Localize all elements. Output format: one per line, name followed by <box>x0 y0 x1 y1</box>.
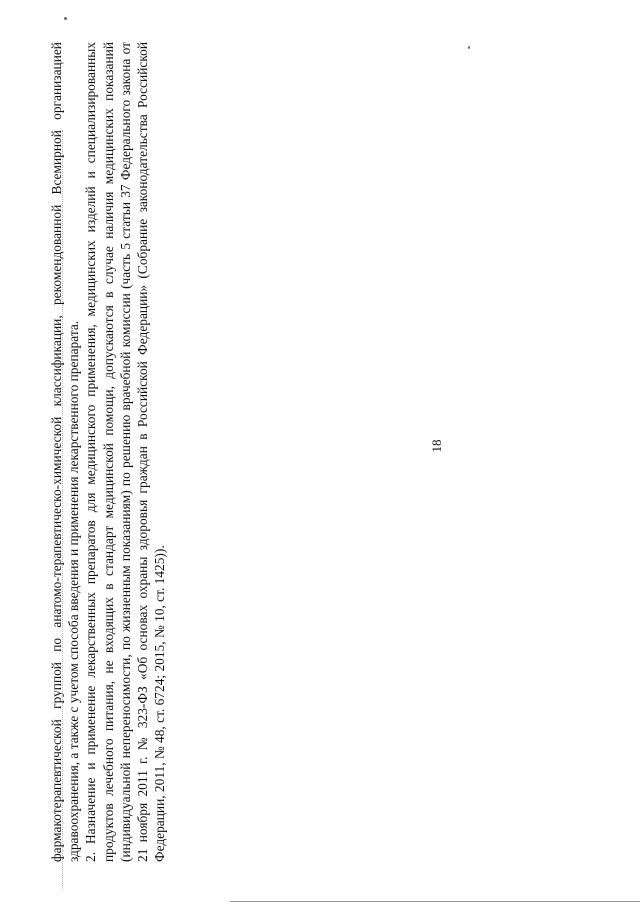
document-body <box>48 42 204 862</box>
paragraph-2 <box>82 42 168 862</box>
paragraph-1 <box>48 42 82 862</box>
text-line: врачебной комиссии (часть 5 статьи 37 Федерального закона от 21 ноября 2011 г. № 323-ФЗ «Об основах охраны <box>117 42 151 862</box>
text-line: организацией здравоохранения, а также с учетом способа введения и применения лекарственного препарата. <box>49 42 82 862</box>
scan-speck <box>468 46 470 49</box>
text-line: случае наличия медицинских показаний (индивидуальной непереносимости, по жизненным показаниям) по решению <box>100 42 133 862</box>
text-line: специализированных продуктов лечебного питания, не входящих в стандарт медицинской помощи, допускаются в <box>83 42 116 862</box>
text-line: здоровья граждан в Российской Федерации» (Собрание законодательства Российской Федерации, 2011, № 48, ст. 6724; <box>135 41 168 862</box>
scan-speck <box>64 17 67 20</box>
text-line: фармакотерапевтической группой по анатомо-терапевтическо-химической классификации, рекомендованной Всемирной <box>49 130 64 862</box>
scan-bottom-edge <box>230 901 640 902</box>
text-line: 2015, № 10, ст. 1425)). <box>152 545 168 672</box>
text-line: 2. Назначение и применение лекарственных препаратов для медицинского применения, медицинских изделий и <box>83 171 99 862</box>
page-number: 18 <box>429 439 444 453</box>
